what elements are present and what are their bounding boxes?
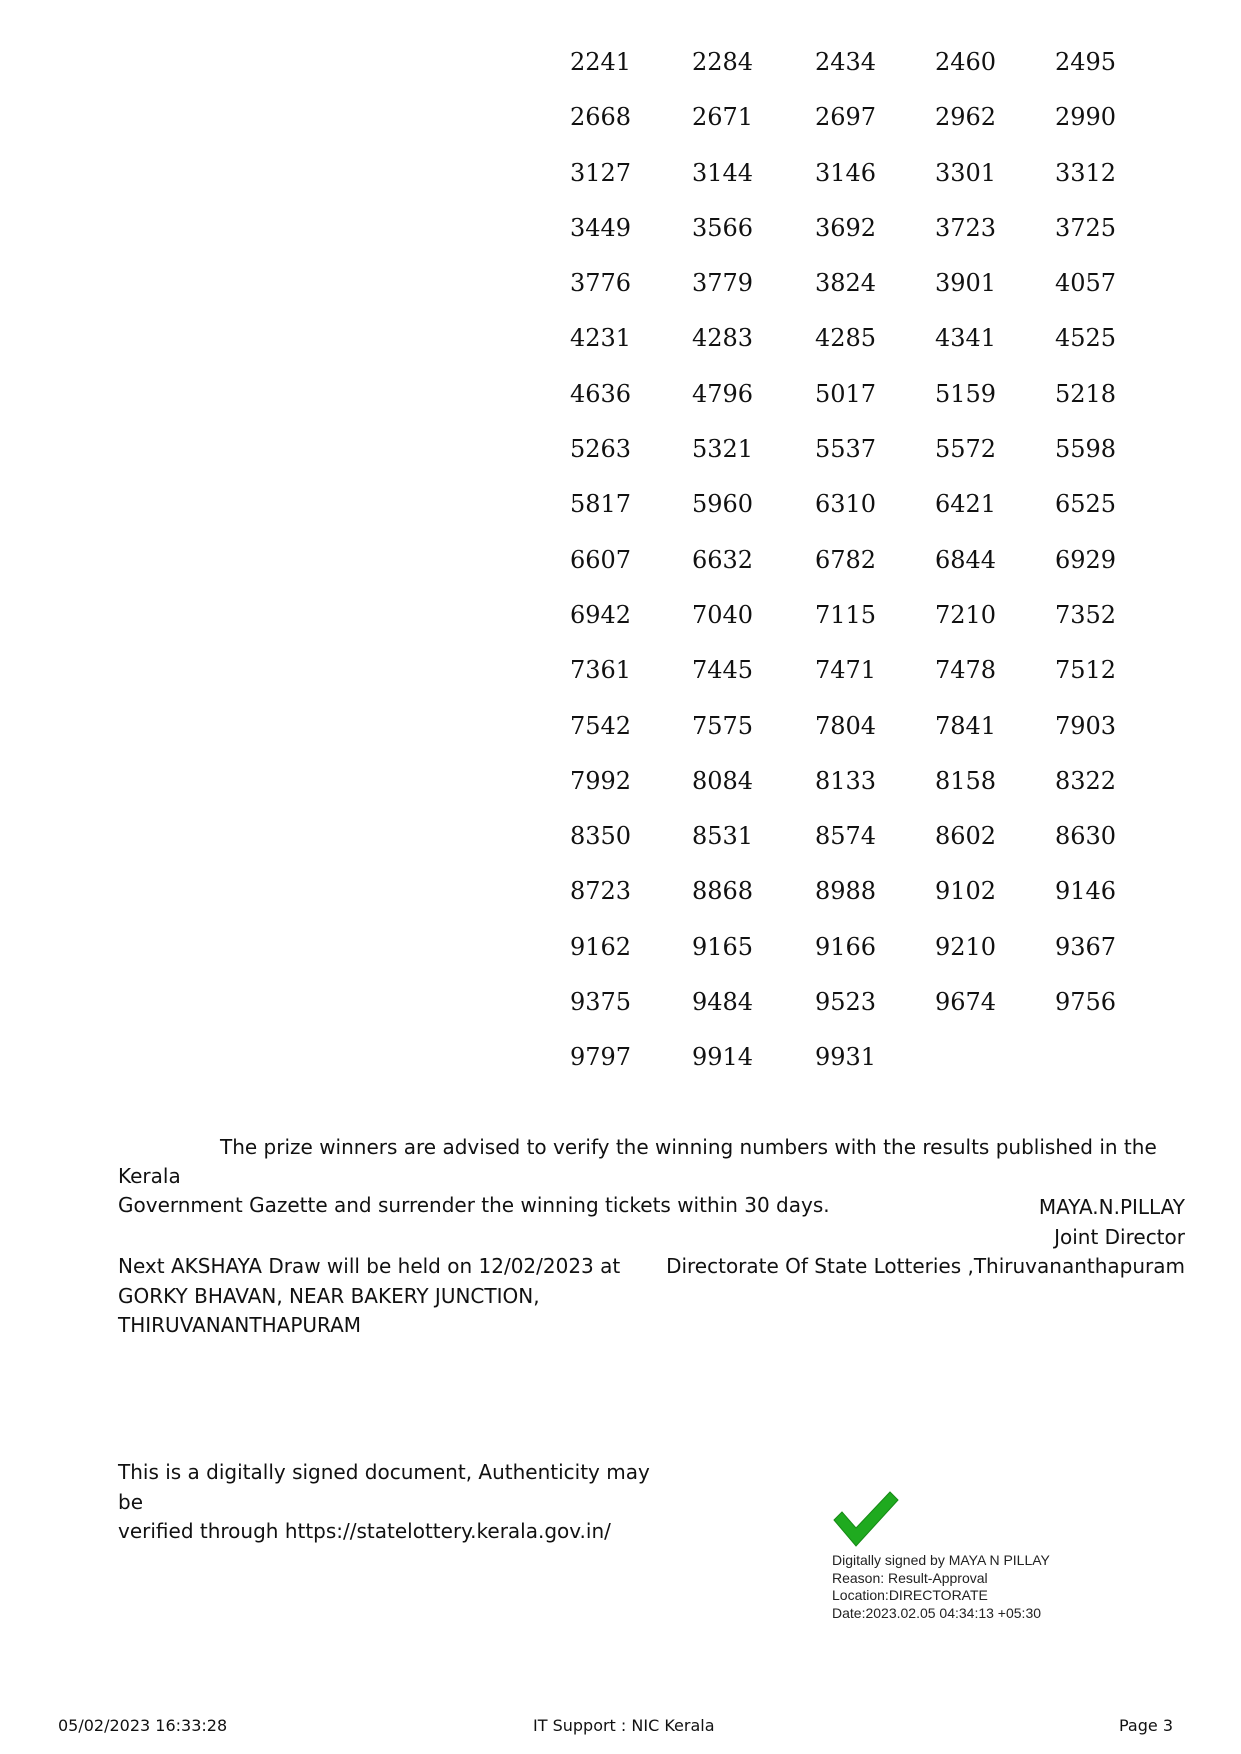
winning-number: 5960 bbox=[692, 490, 754, 519]
winning-number: 9756 bbox=[1055, 988, 1117, 1017]
winning-number: 7575 bbox=[692, 711, 754, 740]
signatory-office: Directorate Of State Lotteries ,Thiruvananthapuram bbox=[666, 1254, 1185, 1278]
winning-number: 2671 bbox=[692, 103, 754, 132]
winning-number: 4525 bbox=[1055, 324, 1117, 353]
winning-number: 4636 bbox=[570, 379, 632, 408]
winning-number: 6942 bbox=[570, 600, 632, 629]
winning-number: 3566 bbox=[692, 213, 754, 242]
winning-number: 8723 bbox=[570, 877, 632, 906]
winning-number: 5572 bbox=[935, 435, 997, 464]
winning-number: 8574 bbox=[815, 822, 877, 851]
winning-number: 3692 bbox=[815, 213, 877, 242]
winning-number: 5263 bbox=[570, 435, 632, 464]
winning-number: 3776 bbox=[570, 269, 632, 298]
winning-number: 5817 bbox=[570, 490, 632, 519]
winning-number: 5598 bbox=[1055, 435, 1117, 464]
winning-number: 7361 bbox=[570, 656, 632, 685]
winning-number: 2962 bbox=[935, 103, 997, 132]
winning-number: 3779 bbox=[692, 269, 754, 298]
winning-number: 7445 bbox=[692, 656, 754, 685]
winning-number: 8084 bbox=[692, 766, 754, 795]
winning-number: 2697 bbox=[815, 103, 877, 132]
next-draw-info bbox=[118, 1252, 638, 1341]
stamp-line-1: Digitally signed by MAYA N PILLAY bbox=[832, 1552, 1050, 1568]
winning-number: 3144 bbox=[692, 158, 754, 187]
digital-signature-note bbox=[118, 1458, 678, 1547]
winning-number: 2668 bbox=[570, 103, 632, 132]
winning-number: 3301 bbox=[935, 158, 997, 187]
winning-number: 2241 bbox=[570, 48, 632, 76]
winning-number: 5537 bbox=[815, 435, 877, 464]
winning-number: 7903 bbox=[1055, 711, 1117, 740]
winning-number: 4231 bbox=[570, 324, 632, 353]
winning-number: 4057 bbox=[1055, 269, 1117, 298]
winning-number: 4285 bbox=[815, 324, 877, 353]
digital-note-line-2: verified through https://statelottery.kerala.gov.in/ bbox=[118, 1519, 611, 1543]
winning-number: 4283 bbox=[692, 324, 754, 353]
winning-number: 8133 bbox=[815, 766, 877, 795]
signatory-name: MAYA.N.PILLAY bbox=[1038, 1195, 1185, 1219]
winning-number: 5159 bbox=[935, 379, 997, 408]
winning-number: 8350 bbox=[570, 822, 632, 851]
winning-number: 5218 bbox=[1055, 379, 1117, 408]
winning-number: 2284 bbox=[692, 48, 754, 76]
digital-note-line-1: This is a digitally signed document, Authenticity may be bbox=[118, 1460, 650, 1514]
winning-number: 2495 bbox=[1055, 48, 1117, 76]
winning-number: 3449 bbox=[570, 213, 632, 242]
winning-number: 6607 bbox=[570, 545, 632, 574]
winning-number: 8630 bbox=[1055, 822, 1117, 851]
winning-number: 2990 bbox=[1055, 103, 1117, 132]
winning-number: 5321 bbox=[692, 435, 754, 464]
footer-support: IT Support : NIC Kerala bbox=[533, 1716, 715, 1735]
winning-number: 2460 bbox=[935, 48, 997, 76]
winning-number: 7512 bbox=[1055, 656, 1117, 685]
winning-number: 8868 bbox=[692, 877, 754, 906]
winning-number: 6525 bbox=[1055, 490, 1117, 519]
winning-number: 7478 bbox=[935, 656, 997, 685]
winning-number: 7471 bbox=[815, 656, 877, 685]
winning-number: 6782 bbox=[815, 545, 877, 574]
footer-timestamp: 05/02/2023 16:33:28 bbox=[58, 1716, 228, 1735]
next-draw-line-2: GORKY BHAVAN, NEAR BAKERY JUNCTION, bbox=[118, 1283, 540, 1308]
signatory-title: Joint Director bbox=[1054, 1224, 1185, 1249]
winning-number: 4796 bbox=[692, 379, 754, 408]
digital-signature-stamp bbox=[832, 1490, 1092, 1622]
stamp-line-2: Reason: Result-Approval bbox=[832, 1569, 988, 1586]
winning-number: 7352 bbox=[1055, 600, 1117, 629]
winning-number: 9210 bbox=[935, 932, 997, 961]
page-footer bbox=[0, 1716, 1241, 1738]
winning-number: 9162 bbox=[570, 932, 632, 961]
winning-number: 6929 bbox=[1055, 545, 1117, 574]
winning-number: 3901 bbox=[935, 269, 997, 298]
winning-number: 9797 bbox=[570, 1043, 632, 1072]
winning-number: 2434 bbox=[815, 48, 877, 76]
winning-number: 8322 bbox=[1055, 766, 1117, 795]
winning-number: 8158 bbox=[935, 766, 997, 795]
winning-number: 9484 bbox=[692, 988, 754, 1017]
winning-number: 9102 bbox=[935, 877, 997, 906]
winning-number: 9674 bbox=[935, 988, 997, 1017]
winning-number: 9165 bbox=[692, 932, 754, 961]
winning-number: 8988 bbox=[815, 877, 877, 906]
signatory-block bbox=[666, 1193, 1185, 1282]
winning-number: 6310 bbox=[815, 490, 877, 519]
winning-number: 3725 bbox=[1055, 213, 1117, 242]
winning-number: 8602 bbox=[935, 822, 997, 851]
winning-number: 8531 bbox=[692, 822, 754, 851]
winning-number: 6632 bbox=[692, 545, 754, 574]
winning-number: 4341 bbox=[935, 324, 997, 353]
winning-number: 9367 bbox=[1055, 932, 1117, 961]
winning-number: 9523 bbox=[815, 988, 877, 1017]
winning-number: 9914 bbox=[692, 1043, 754, 1072]
winning-number: 7115 bbox=[815, 600, 877, 629]
next-draw-line-3: THIRUVANANTHAPURAM bbox=[118, 1313, 362, 1337]
winning-number: 7210 bbox=[935, 600, 997, 629]
winning-number: 9931 bbox=[815, 1043, 877, 1072]
winning-number: 7542 bbox=[570, 711, 632, 740]
winning-number: 9146 bbox=[1055, 877, 1117, 906]
winning-number: 7992 bbox=[570, 766, 632, 795]
winning-numbers-grid bbox=[570, 42, 1170, 1093]
winning-number: 7841 bbox=[935, 711, 997, 740]
winning-number: 3127 bbox=[570, 158, 632, 187]
notice-line-1: The prize winners are advised to verify the winning numbers with the results published in the Kerala bbox=[118, 1135, 1157, 1188]
winning-number: 9375 bbox=[570, 988, 632, 1017]
winning-number: 3723 bbox=[935, 213, 997, 242]
winning-number: 7040 bbox=[692, 600, 754, 629]
winning-number: 6844 bbox=[935, 545, 997, 574]
winning-number: 3824 bbox=[815, 269, 877, 298]
winning-number: 6421 bbox=[935, 490, 997, 519]
checkmark-icon bbox=[832, 1490, 900, 1550]
stamp-line-3: Location:DIRECTORATE bbox=[832, 1587, 988, 1603]
footer-page-number: Page 3 bbox=[1119, 1716, 1173, 1735]
winning-number: 5017 bbox=[815, 379, 877, 408]
winning-number: 9166 bbox=[815, 932, 877, 961]
notice-line-2: Government Gazette and surrender the winning tickets within 30 days. bbox=[118, 1193, 830, 1217]
winning-number: 3312 bbox=[1055, 158, 1117, 187]
winning-number: 3146 bbox=[815, 158, 877, 187]
next-draw-line-1: Next AKSHAYA Draw will be held on 12/02/2023 at bbox=[118, 1254, 621, 1278]
winning-number: 7804 bbox=[815, 711, 877, 740]
stamp-line-4: Date:2023.02.05 04:34:13 +05:30 bbox=[832, 1604, 1042, 1621]
